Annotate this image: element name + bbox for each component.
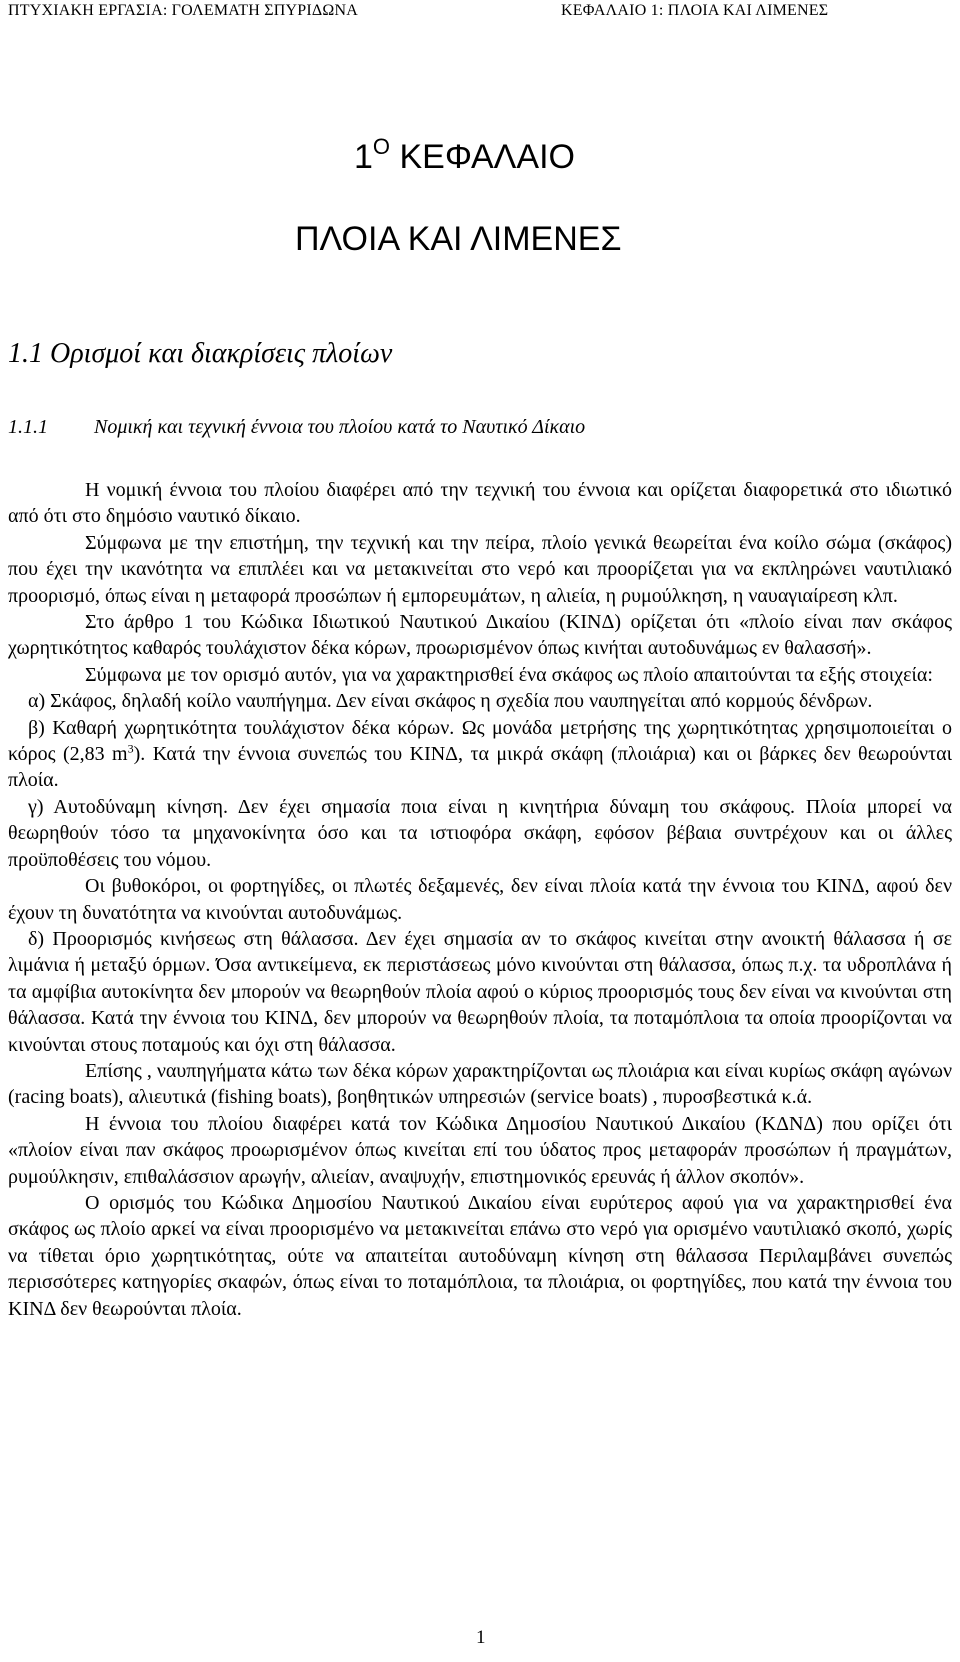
list-item: δ) Προορισμός κινήσεως στη θάλασσα. Δεν έχει σημασία αν το σκάφος κινείται στην ανοικτή θάλασσα ή σε λιμάνια ή μεταξύ όρμων. Όσα αντικείμενα, εκ περιστάσεως μόνο κινούνται στη θάλασσα, όπως π.χ. τα υδροπλάνα ή τα αμφίβια αυτοκίνητα δεν μπορούν να θεωρηθούν πλοία αφού ο κύριος προορισμός τους δεν είναι να κινούνται στη θάλασσα. Κατά την έννοια του ΚΙΝΔ, δεν μπορούν να θεωρηθούν πλοία, τα ποταμόπλοια τα οποία προορίζονται να κινούνται στους ποταμούς και όχι στη θάλασσα. <box>8 927 952 1056</box>
paragraph: Στο άρθρο 1 του Κώδικα Ιδιωτικού Ναυτικού Δικαίου (ΚΙΝΔ) ορίζεται ότι «πλοίο είναι παν σκάφος χωρητικότητος καθαρός τουλάχιστον δέκα κόρων, προωρισμένον όπως κινήται αυτοδυνάμως εν θαλασσή». <box>8 611 952 660</box>
paragraph: Οι βυθοκόροι, οι φορτηγίδες, οι πλωτές δεξαμενές, δεν είναι πλοία κατά την έννοια του ΚΙΝΔ, αφού δεν έχουν τη δυνατότητα να κινούνται αυτοδυνάμως. <box>8 875 952 924</box>
paragraph: Σύμφωνα με τον ορισμό αυτόν, για να χαρακτηρισθεί ένα σκάφος ως πλοίο απαιτούνται τα εξής στοιχεία: <box>85 663 933 686</box>
chapter-label: ΚΕΦΑΛΑΙΟ <box>399 138 575 176</box>
page-number: 1 <box>476 1627 486 1648</box>
subsection-number: 1.1.1 <box>8 416 48 438</box>
section-heading: 1.1 Ορισμοί και διακρίσεις πλοίων <box>8 338 393 369</box>
chapter-number: 1 <box>354 138 373 176</box>
paragraph: Επίσης , ναυπηγήματα κάτω των δέκα κόρων χαρακτηρίζονται ως πλοιάρια και είναι κυρίως σκάφη αγώνων (racing boats), αλιευτικά (fishing boats), βοηθητικών υπηρεσιών (service boats) , πυροσβεστικά κ.ά. <box>8 1059 952 1109</box>
running-header-left: ΠΤΥΧΙΑΚΗ ΕΡΓΑΣΙΑ: ΓΟΛΕΜΑΤΗ ΣΠΥΡΙΔΩΝΑ <box>8 2 358 19</box>
chapter-title: ΠΛΟΙΑ ΚΑΙ ΛΙΜΕΝΕΣ <box>295 220 622 258</box>
paragraph: Η νομική έννοια του πλοίου διαφέρει από την τεχνική του έννοια και ορίζεται διαφορετικά στο ιδιωτικό από ότι στο δημόσιο ναυτικό δίκαιο. <box>8 479 952 528</box>
running-header-right: ΚΕΦΑΛΑΙΟ 1: ΠΛΟΙΑ ΚΑΙ ΛΙΜΕΝΕΣ <box>561 2 829 19</box>
list-item: γ) Αυτοδύναμη κίνηση. Δεν έχει σημασία ποια είναι η κινητήρια δύναμη του σκάφους. Πλοία μπορεί να θεωρηθούν τόσο τα μηχανοκίνητα όσο και τα ιστιοφόρα σκάφη, εφόσον βέβαια συντρέχουν και οι άλλες προϋποθέσεις του νόμου. <box>8 795 952 871</box>
list-item: α) Σκάφος, δηλαδή κοίλο ναυπήγημα. Δεν είναι σκάφος η σχεδία που ναυπηγείται από κορμούς δένδρων. <box>28 690 873 713</box>
body-text <box>8 477 952 1322</box>
chapter-ordinal: Ο <box>372 134 391 159</box>
superscript: 3 <box>127 741 134 756</box>
paragraph: Σύμφωνα με την επιστήμη, την τεχνική και την πείρα, πλοίο γενικά θεωρείται ένα κοίλο σώμα (σκάφος) που έχει την ικανότητα να επιπλέει και να μετακινείται στο νερό και προορίζεται για να εκπληρώνει ναυτιλιακό προορισμό, όπως είναι η μεταφορά προσώπων ή εμπορευμάτων, η αλιεία, η ρυμούλκηση, η ναυαγιαίρεση κλπ. <box>8 531 952 607</box>
chapter-heading <box>354 134 575 177</box>
paragraph: Ο ορισμός του Κώδικα Δημοσίου Ναυτικού Δικαίου είναι ευρύτερος αφού για να χαρακτηρισθεί ένα σκάφος ως πλοίο αρκεί να είναι προορισμένο να μετακινείται επάνω στο νερό για ορισμένο ναυτιλιακό σκοπό, χωρίς να τίθεται όριο χωρητικότητας, ούτε να απαιτείται αυτοδύναμη κίνηση στη θάλασσα Περιλαμβάνει συνεπώς περισσότερες κατηγορίες σκαφών, όπως είναι το ποταμόπλοια, τα πλοιάρια, οι φορτηγίδες, που κατά την έννοια του ΚΙΝΔ δεν θεωρούνται πλοία. <box>8 1191 952 1320</box>
list-item-text: ). Κατά την έννοια συνεπώς του ΚΙΝΔ, τα μικρά σκάφη (πλοιάρια) και οι βάρκες δεν θεωρούνται πλοία. <box>8 743 952 792</box>
list-item <box>8 715 952 794</box>
list-item-text: β) Καθαρή χωρητικότητα τουλάχιστον δέκα κόρων. Ως μονάδα μετρήσης της χωρητικότητας χρησιμοποιείται ο κόρος (2,83 m <box>8 716 952 766</box>
paragraph: Η έννοια του πλοίου διαφέρει κατά τον Κώδικα Δημοσίου Ναυτικού Δικαίου (ΚΔΝΔ) που ορίζει ότι «πλοίον είναι παν σκάφος προωρισμένον όπως κινείται επί του ύδατος προς μεταφοράν προσώπων ή πραγμάτων, ρυμούλκησιν, επιθαλάσσιον αρωγήν, αλιείαν, αναψυχήν, επιστημονικός ερευνάς ή άλλον σκοπόν». <box>8 1112 952 1188</box>
subsection-heading <box>8 416 585 439</box>
subsection-title: Νομική και τεχνική έννοια του πλοίου κατά το Ναυτικό Δίκαιο <box>94 416 586 438</box>
